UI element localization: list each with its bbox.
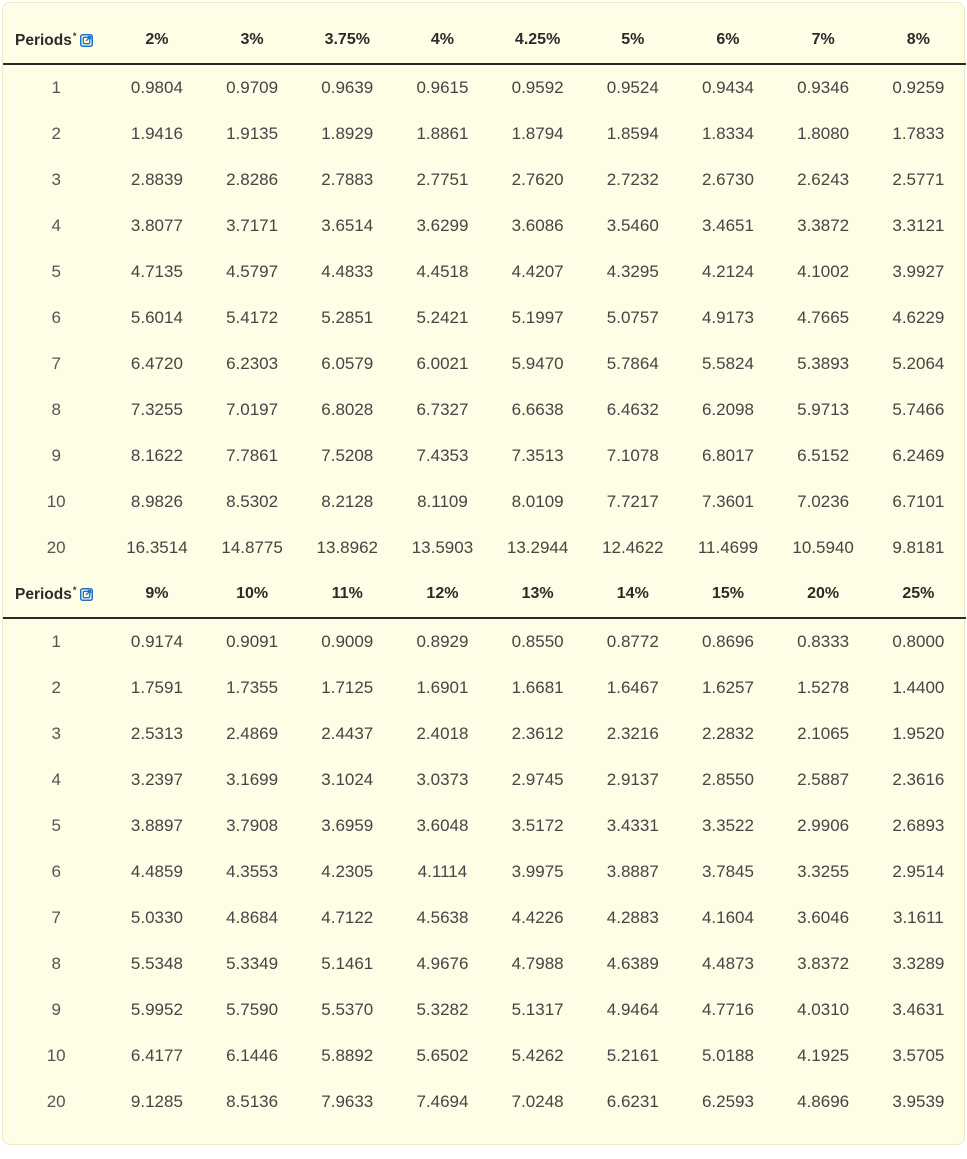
- factor-cell: 4.3295: [606, 262, 659, 281]
- factor-cell: 4.5638: [416, 908, 469, 927]
- factor-cell: 0.9434: [701, 78, 754, 97]
- factor-cell: 5.2161: [606, 1046, 659, 1065]
- factor-cell: 3.1024: [321, 770, 374, 789]
- factor-cell: 1.5278: [797, 678, 850, 697]
- factor-cell: 2.7883: [321, 170, 374, 189]
- factor-cell: 5.0757: [606, 308, 659, 327]
- factor-cell: 6.2593: [701, 1092, 754, 1111]
- factor-cell: 1.8594: [606, 124, 659, 143]
- factor-cell: 4.1925: [797, 1046, 850, 1065]
- table-row: [3, 803, 966, 849]
- factor-cell: 5.1997: [511, 308, 564, 327]
- period-cell: 3: [51, 170, 61, 189]
- factor-cell: 3.4631: [892, 1000, 945, 1019]
- factor-cell: 4.7716: [701, 1000, 754, 1019]
- period-cell: 7: [51, 908, 61, 927]
- factor-cell: 3.6514: [321, 216, 374, 235]
- factor-cell: 1.7833: [892, 124, 945, 143]
- factor-cell: 4.4859: [130, 862, 183, 881]
- factor-cell: 4.2883: [606, 908, 659, 927]
- factor-cell: 3.5460: [606, 216, 659, 235]
- factor-cell: 2.9906: [797, 816, 850, 835]
- rate-header: 3%: [205, 17, 300, 64]
- period-cell: 10: [46, 492, 66, 511]
- factor-cell: 3.3289: [892, 954, 945, 973]
- period-cell: 6: [51, 862, 61, 881]
- factor-cell: 5.7864: [606, 354, 659, 373]
- factor-cell: 2.4869: [226, 724, 279, 743]
- factor-cell: 4.4518: [416, 262, 469, 281]
- factor-cell: 4.9173: [701, 308, 754, 327]
- factor-cell: 5.5824: [701, 354, 754, 373]
- external-link-icon[interactable]: [80, 34, 93, 47]
- factor-cell: 6.2098: [701, 400, 754, 419]
- period-cell: 3: [51, 724, 61, 743]
- factor-cell: 5.9713: [797, 400, 850, 419]
- factor-cell: 4.6229: [892, 308, 945, 327]
- external-link-icon-svg: [80, 588, 93, 601]
- factor-cell: 9.1285: [130, 1092, 183, 1111]
- periods-footnote-marker: *: [72, 30, 77, 41]
- factor-cell: 2.7620: [511, 170, 564, 189]
- factor-cell: 7.3513: [511, 446, 564, 465]
- factor-cell: 6.5152: [797, 446, 850, 465]
- factor-cell: 2.3216: [606, 724, 659, 743]
- period-cell: 1: [51, 632, 61, 651]
- factor-cell: 2.6730: [701, 170, 754, 189]
- period-cell: 4: [51, 216, 61, 235]
- factor-cell: 7.0236: [797, 492, 850, 511]
- table-row: [3, 849, 966, 895]
- factor-cell: 5.9952: [130, 1000, 183, 1019]
- table-row: [3, 665, 966, 711]
- factor-cell: 8.1109: [417, 492, 468, 511]
- factor-cell: 4.9464: [606, 1000, 659, 1019]
- factor-cell: 6.4720: [130, 354, 183, 373]
- factor-cell: 0.9346: [797, 78, 850, 97]
- factor-cell: 12.4622: [602, 538, 664, 557]
- factor-cell: 2.5313: [130, 724, 183, 743]
- period-cell: 9: [51, 446, 61, 465]
- factor-cell: 3.0373: [416, 770, 469, 789]
- factor-cell: 5.4172: [226, 308, 279, 327]
- period-cell: 9: [51, 1000, 61, 1019]
- table-row: [3, 941, 966, 987]
- rate-header: 9%: [109, 571, 204, 618]
- factor-cell: 8.5136: [226, 1092, 279, 1111]
- factor-cell: 0.8000: [892, 632, 945, 651]
- factor-cell: 6.0021: [416, 354, 469, 373]
- factor-cell: 4.8696: [797, 1092, 850, 1111]
- factor-cell: 3.1611: [892, 908, 944, 927]
- factor-cell: 7.7217: [606, 492, 659, 511]
- factor-cell: 5.2851: [321, 308, 374, 327]
- factor-cell: 4.8684: [226, 908, 279, 927]
- factor-cell: 0.9091: [226, 632, 279, 651]
- factor-cell: 1.4400: [892, 678, 945, 697]
- factor-cell: 0.9615: [416, 78, 469, 97]
- factor-cell: 5.4262: [511, 1046, 564, 1065]
- factor-cell: 0.9009: [321, 632, 374, 651]
- period-cell: 2: [51, 124, 61, 143]
- rate-header: 15%: [680, 571, 775, 618]
- table-row: [3, 111, 966, 157]
- factor-cell: 0.9639: [321, 78, 374, 97]
- factor-cell: 3.3522: [701, 816, 754, 835]
- factor-cell: 0.8772: [606, 632, 659, 651]
- factor-cell: 0.9524: [606, 78, 659, 97]
- factor-cell: 2.6893: [892, 816, 945, 835]
- factor-cell: 5.1461: [321, 954, 374, 973]
- factor-cell: 3.4331: [606, 816, 659, 835]
- factor-cell: 3.7908: [226, 816, 279, 835]
- factor-cell: 0.9259: [892, 78, 945, 97]
- rate-header: 7%: [776, 17, 871, 64]
- factor-cell: 7.4694: [416, 1092, 469, 1111]
- factor-cell: 6.8017: [701, 446, 754, 465]
- rate-header: 5%: [585, 17, 680, 64]
- factor-cell: 0.9804: [130, 78, 183, 97]
- factor-cell: 4.5797: [226, 262, 279, 281]
- factor-cell: 4.7988: [511, 954, 564, 973]
- factor-cell: 1.9135: [226, 124, 279, 143]
- factor-cell: 2.7232: [606, 170, 659, 189]
- period-cell: 7: [51, 354, 61, 373]
- factor-cell: 6.1446: [226, 1046, 279, 1065]
- rate-header: 4%: [395, 17, 490, 64]
- factor-cell: 1.9416: [130, 124, 183, 143]
- table-row: [3, 341, 966, 387]
- factor-cell: 2.9514: [892, 862, 945, 881]
- table-row: [3, 1079, 966, 1125]
- factor-cell: 6.6638: [511, 400, 564, 419]
- rate-header: 8%: [871, 17, 966, 64]
- factor-cell: 5.7590: [226, 1000, 279, 1019]
- factor-cell: 4.7665: [797, 308, 850, 327]
- factor-cell: 5.5348: [130, 954, 183, 973]
- factor-cell: 8.1622: [130, 446, 183, 465]
- factor-cell: 6.7101: [892, 492, 945, 511]
- factor-cell: 2.6243: [797, 170, 850, 189]
- factor-cell: 1.8794: [511, 124, 564, 143]
- factor-cell: 0.8929: [416, 632, 469, 651]
- factor-cell: 2.5887: [797, 770, 850, 789]
- factor-cell: 5.3282: [416, 1000, 469, 1019]
- period-cell: 10: [46, 1046, 66, 1065]
- factor-cell: 4.1002: [797, 262, 850, 281]
- factor-cell: 6.8028: [321, 400, 374, 419]
- factor-cell: 5.8892: [321, 1046, 374, 1065]
- factor-cell: 3.5172: [511, 816, 564, 835]
- period-cell: 5: [51, 816, 61, 835]
- factor-cell: 3.6959: [321, 816, 374, 835]
- factor-cell: 7.4353: [416, 446, 469, 465]
- factor-cell: 10.5940: [792, 538, 854, 557]
- factor-cell: 6.6231: [606, 1092, 659, 1111]
- period-cell: 8: [51, 954, 61, 973]
- factor-cell: 5.6014: [130, 308, 183, 327]
- factor-cell: 1.8861: [416, 124, 469, 143]
- period-cell: 20: [46, 538, 66, 557]
- rate-header: 2%: [109, 17, 204, 64]
- factor-cell: 7.5208: [321, 446, 374, 465]
- factor-cell: 13.8962: [316, 538, 378, 557]
- factor-cell: 4.7135: [130, 262, 183, 281]
- period-cell: 2: [51, 678, 61, 697]
- rate-header: 10%: [205, 571, 300, 618]
- period-cell: 4: [51, 770, 61, 789]
- table-row: [3, 618, 966, 665]
- annuity-table-card: [2, 2, 965, 1145]
- period-cell: 20: [46, 1092, 66, 1111]
- factor-cell: 7.3601: [701, 492, 754, 511]
- factor-cell: 2.3612: [511, 724, 564, 743]
- period-cell: 5: [51, 262, 61, 281]
- factor-cell: 6.2469: [892, 446, 945, 465]
- factor-cell: 2.9745: [511, 770, 564, 789]
- factor-cell: 1.6681: [511, 678, 564, 697]
- factor-cell: 2.2832: [701, 724, 754, 743]
- table-row: [3, 711, 966, 757]
- table-header-row: [3, 571, 966, 618]
- factor-cell: 6.0579: [321, 354, 374, 373]
- factor-cell: 16.3514: [126, 538, 188, 557]
- rate-header: 14%: [585, 571, 680, 618]
- table-row: [3, 64, 966, 111]
- factor-cell: 3.9539: [892, 1092, 945, 1111]
- factor-cell: 4.2124: [701, 262, 754, 281]
- table-row: [3, 157, 966, 203]
- table-row: [3, 249, 966, 295]
- factor-cell: 0.8333: [797, 632, 850, 651]
- rate-header: 4.25%: [490, 17, 585, 64]
- factor-cell: 3.5705: [892, 1046, 945, 1065]
- factor-cell: 2.1065: [797, 724, 850, 743]
- factor-cell: 1.8334: [701, 124, 754, 143]
- factor-cell: 4.0310: [797, 1000, 850, 1019]
- table-row: [3, 757, 966, 803]
- factor-cell: 1.7355: [226, 678, 279, 697]
- table-row: [3, 203, 966, 249]
- factor-cell: 8.2128: [321, 492, 374, 511]
- factor-cell: 3.7171: [226, 216, 279, 235]
- factor-cell: 7.1078: [606, 446, 659, 465]
- rate-header: 6%: [680, 17, 775, 64]
- factor-cell: 1.8929: [321, 124, 374, 143]
- factor-cell: 3.8077: [130, 216, 183, 235]
- factor-cell: 4.4226: [511, 908, 564, 927]
- factor-cell: 5.6502: [416, 1046, 469, 1065]
- factor-cell: 4.2305: [321, 862, 374, 881]
- factor-cell: 2.3616: [892, 770, 945, 789]
- periods-header: [3, 571, 109, 618]
- factor-cell: 8.0109: [511, 492, 564, 511]
- table-row: [3, 525, 966, 571]
- table-row: [3, 433, 966, 479]
- periods-header-label: Periods: [15, 585, 72, 603]
- period-cell: 1: [51, 78, 61, 97]
- factor-cell: 8.9826: [130, 492, 183, 511]
- factor-cell: 6.7327: [416, 400, 469, 419]
- factor-cell: 1.8080: [797, 124, 850, 143]
- rate-header: 20%: [776, 571, 871, 618]
- factor-cell: 3.6299: [416, 216, 469, 235]
- factor-cell: 3.6048: [416, 816, 469, 835]
- factor-cell: 4.1114: [417, 862, 468, 881]
- factor-cell: 3.8887: [606, 862, 659, 881]
- factor-cell: 0.8696: [701, 632, 754, 651]
- factor-cell: 3.7845: [701, 862, 754, 881]
- factor-cell: 2.4018: [416, 724, 469, 743]
- factor-cell: 0.8550: [511, 632, 564, 651]
- factor-cell: 6.2303: [226, 354, 279, 373]
- table-row: [3, 895, 966, 941]
- factor-cell: 14.8775: [221, 538, 283, 557]
- factor-cell: 2.7751: [416, 170, 469, 189]
- factor-cell: 4.4873: [701, 954, 754, 973]
- factor-cell: 13.5903: [411, 538, 474, 557]
- factor-cell: 4.6389: [606, 954, 659, 973]
- factor-cell: 7.9633: [321, 1092, 374, 1111]
- factor-cell: 1.7591: [130, 678, 183, 697]
- external-link-icon-svg: [80, 34, 93, 47]
- factor-cell: 8.5302: [226, 492, 279, 511]
- factor-cell: 7.0197: [226, 400, 279, 419]
- factor-cell: 5.2064: [892, 354, 945, 373]
- factor-cell: 1.9520: [892, 724, 945, 743]
- factor-cell: 13.2944: [506, 538, 569, 557]
- factor-cell: 3.6046: [797, 908, 850, 927]
- external-link-icon[interactable]: [80, 588, 93, 601]
- factor-cell: 5.1317: [511, 1000, 564, 1019]
- annuity-table-high-rates: [3, 571, 966, 1125]
- factor-cell: 1.6257: [701, 678, 754, 697]
- factor-cell: 5.0330: [130, 908, 183, 927]
- rate-header: 3.75%: [300, 17, 395, 64]
- factor-cell: 5.9470: [511, 354, 564, 373]
- periods-footnote-marker: *: [72, 584, 77, 595]
- factor-cell: 2.8839: [130, 170, 183, 189]
- rate-header: 12%: [395, 571, 490, 618]
- rate-header: 11%: [300, 571, 395, 618]
- factor-cell: 5.7466: [892, 400, 945, 419]
- factor-cell: 1.6467: [606, 678, 659, 697]
- factor-cell: 5.3893: [797, 354, 850, 373]
- annuity-table-low-rates: [3, 17, 966, 571]
- factor-cell: 3.3872: [797, 216, 850, 235]
- factor-cell: 4.7122: [321, 908, 374, 927]
- factor-cell: 2.9137: [606, 770, 659, 789]
- factor-cell: 3.9975: [511, 862, 564, 881]
- factor-cell: 3.1699: [226, 770, 279, 789]
- factor-cell: 9.8181: [892, 538, 945, 557]
- table-row: [3, 987, 966, 1033]
- factor-cell: 2.5771: [892, 170, 945, 189]
- table-header-row: [3, 17, 966, 64]
- factor-cell: 4.4833: [321, 262, 374, 281]
- factor-cell: 0.9592: [511, 78, 564, 97]
- factor-cell: 3.8372: [797, 954, 850, 973]
- factor-cell: 6.4632: [606, 400, 659, 419]
- factor-cell: 5.0188: [701, 1046, 754, 1065]
- periods-header: [3, 17, 109, 64]
- factor-cell: 7.0248: [511, 1092, 564, 1111]
- factor-cell: 4.4207: [511, 262, 564, 281]
- factor-cell: 3.2397: [130, 770, 183, 789]
- factor-cell: 2.8286: [226, 170, 279, 189]
- factor-cell: 5.5370: [321, 1000, 374, 1019]
- factor-cell: 3.6086: [511, 216, 564, 235]
- factor-cell: 11.4699: [697, 538, 759, 557]
- factor-cell: 4.9676: [416, 954, 469, 973]
- table-row: [3, 1033, 966, 1079]
- factor-cell: 1.7125: [321, 678, 374, 697]
- table-row: [3, 295, 966, 341]
- factor-cell: 6.4177: [130, 1046, 183, 1065]
- factor-cell: 3.3255: [797, 862, 850, 881]
- factor-cell: 3.8897: [130, 816, 183, 835]
- factor-cell: 3.9927: [892, 262, 945, 281]
- factor-cell: 0.9709: [226, 78, 279, 97]
- factor-cell: 7.7861: [226, 446, 279, 465]
- factor-cell: 2.8550: [701, 770, 754, 789]
- table-row: [3, 387, 966, 433]
- factor-cell: 4.1604: [701, 908, 754, 927]
- factor-cell: 5.3349: [226, 954, 279, 973]
- factor-cell: 7.3255: [130, 400, 183, 419]
- factor-cell: 4.3553: [226, 862, 279, 881]
- factor-cell: 2.4437: [321, 724, 374, 743]
- rate-header: 25%: [871, 571, 966, 618]
- factor-cell: 3.3121: [892, 216, 945, 235]
- factor-cell: 5.2421: [416, 308, 469, 327]
- table-row: [3, 479, 966, 525]
- period-cell: 8: [51, 400, 61, 419]
- factor-cell: 0.9174: [130, 632, 183, 651]
- factor-cell: 3.4651: [701, 216, 754, 235]
- period-cell: 6: [51, 308, 61, 327]
- rate-header: 13%: [490, 571, 585, 618]
- periods-header-label: Periods: [15, 31, 72, 49]
- factor-cell: 1.6901: [416, 678, 469, 697]
